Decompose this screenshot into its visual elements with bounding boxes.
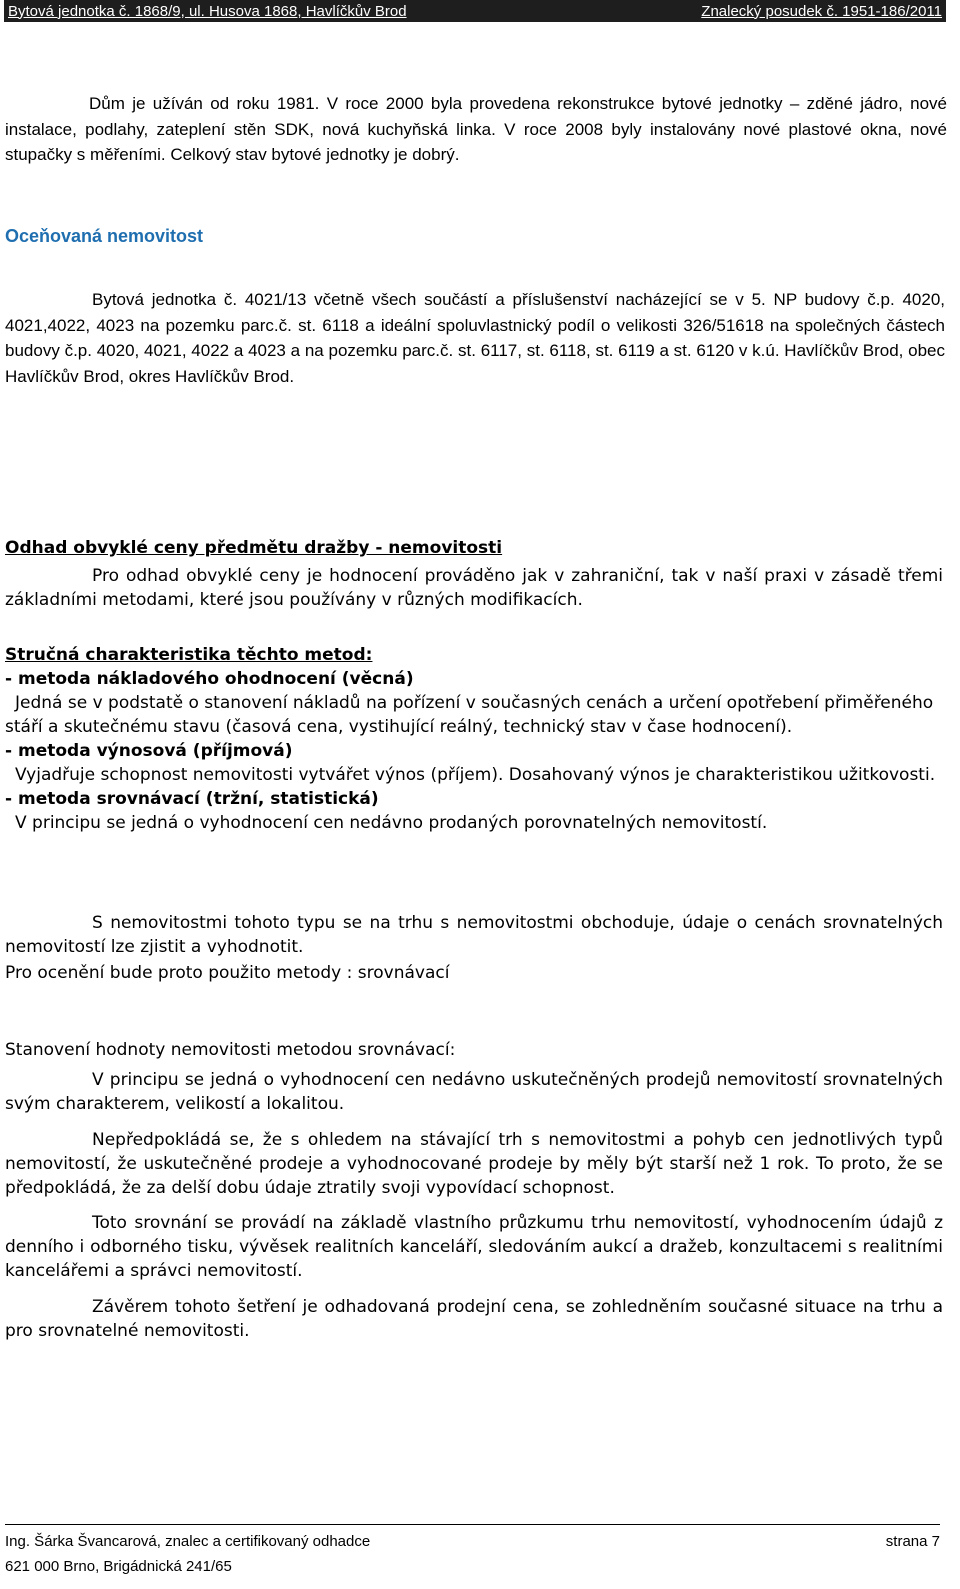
comparative-paragraph-4: Závěrem tohoto šetření je odhadovaná prodejní cena, se zohledněním současné situace na trhu a pro srovnatelné nemovitosti. (5, 1297, 943, 1341)
page-footer (5, 1524, 940, 1579)
estimate-paragraph: Pro odhad obvyklé ceny je hodnocení prováděno jak v zahraniční, tak v naší praxi v zásadě třemi základními metodami, které jsou používány v různých modifikacích. (5, 566, 943, 610)
market-paragraph: S nemovitostmi tohoto typu se na trhu s nemovitostmi obchoduje, údaje o cenách srovnatelných nemovitostí lze zjistit a vyhodnotit. (5, 913, 943, 957)
method-choice-paragraph: Pro ocenění bude proto použito metody : srovnávací (5, 963, 450, 983)
method-income-title: - metoda výnosová (příjmová) (5, 741, 293, 761)
footer-author: Ing. Šárka Švancarová, znalec a certifikovaný odhadce (5, 1533, 371, 1550)
estimate-title: Odhad obvyklé ceny předmětu dražby - nemovitosti (5, 538, 503, 558)
header-right: Znalecký posudek č. 1951-186/2011 (701, 2, 942, 20)
property-paragraph: Bytová jednotka č. 4021/13 včetně všech součástí a příslušenství nacházející se v 5. NP budovy č.p. 4020, 4021,4022, 4023 na pozemku parc.č. st. 6118 a ideální spoluvlastnický podíl o velikosti 326/51618 na společných částech budovy č.p. 4020, 4021, 4022 a 4023 a na pozemku parc.č. st. 6117, st. 6118, st. 6119 a st. 6120 v k.ú. Havlíčkův Brod, obec Havlíčkův Brod, okres Havlíčkův Brod. (5, 290, 945, 386)
estimate-section (5, 536, 943, 612)
methods-title: Stručná charakteristika těchto metod: (5, 645, 373, 665)
intro-paragraph: Dům je užíván od roku 1981. V roce 2000 byla provedena rekonstrukce bytové jednotky – zděné jádro, nové instalace, podlahy, zateplení stěn SDK, nová kuchyňská linka. V roce 2008 byly instalovány nové plastové okna, nové stupačky s měřeními. Celkový stav bytové jednotky je dobrý. (5, 94, 947, 164)
method-cost-title: - metoda nákladového ohodnocení (věcná) (5, 669, 414, 689)
comparative-paragraph-3: Toto srovnání se provádí na základě vlastního průzkumu trhu nemovitostí, vyhodnocením údajů z denního i odborného tisku, vývěsek realitních kanceláří, sledováním aukcí a dražeb, konzultacemi s realitními kancelářemi a správci nemovitostí. (5, 1213, 943, 1281)
property-title: Oceňovaná nemovitost (5, 226, 204, 246)
header-left: Bytová jednotka č. 1868/9, ul. Husova 1868, Havlíčkův Brod (8, 2, 407, 20)
comparative-paragraph-2: Nepředpokládá se, že s ohledem na stávající trh s nemovitostmi a pohyb cen jednotlivých typů nemovitostí, že uskutečněné prodeje a vyhodnocované prodeje by měly být starší než 1 rok. To proto, že se předpokládá, že za delší dobu údaje ztratily svoji vypovídací schopnost. (5, 1130, 943, 1198)
method-comparative-title: - metoda srovnávací (tržní, statistická) (5, 789, 379, 809)
comparative-paragraph-1: V principu se jedná o vyhodnocení cen nedávno uskutečněných prodejů nemovitostí srovnatelných svým charakterem, velikostí a lokalitou. (5, 1070, 943, 1114)
comparative-title: Stanovení hodnoty nemovitosti metodou srovnávací: (5, 1040, 456, 1060)
footer-address: 621 000 Brno, Brigádnická 241/65 (5, 1558, 232, 1575)
method-income-text: Vyjadřuje schopnost nemovitosti vytvářet výnos (příjem). Dosahovaný výnos je charakteristikou užitkovosti. (15, 765, 936, 785)
page-header (4, 0, 946, 22)
method-comparative-text: V principu se jedná o vyhodnocení cen nedávno prodaných porovnatelných nemovitostí. (15, 813, 768, 833)
methods-section (5, 643, 943, 835)
method-cost-text: Jedná se v podstatě o stanovení nákladů na pořízení v současných cenách a určení opotřebení přiměřeného stáří a skutečnému stavu (časová cena, vystihující reálný, technický stav v čase hodnocení). (5, 693, 934, 737)
footer-page-number: strana 7 (885, 1533, 940, 1550)
